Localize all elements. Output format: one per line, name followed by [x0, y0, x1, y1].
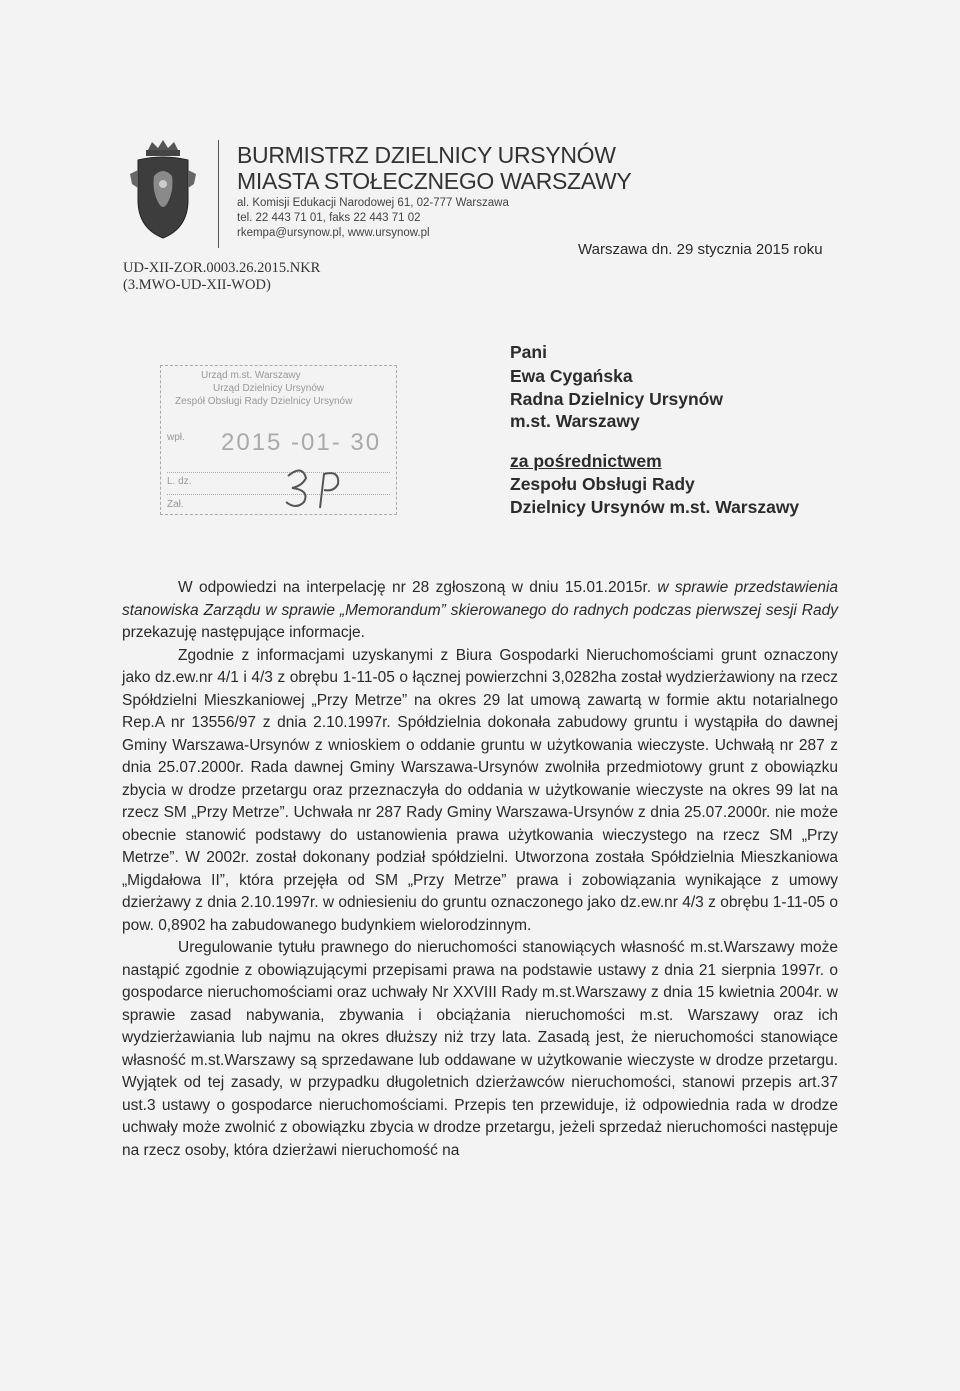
stamp-divider-2: [167, 494, 390, 495]
stamp-line2: Urząd Dzielnicy Ursynów: [213, 383, 325, 394]
office-email: rkempa@ursynow.pl, www.ursynow.pl: [237, 227, 430, 239]
warsaw-coat-of-arms-logo: [130, 140, 196, 240]
stamp-handwritten-initials: [280, 462, 350, 512]
office-address: al. Komisji Edukacji Narodowej 61, 02-777 Warszawa: [237, 197, 509, 209]
recipient-role: Radna Dzielnicy Ursynów: [510, 389, 723, 409]
paragraph-legal-basis: Uregulowanie tytułu prawnego do nieruchomości stanowiących własność m.st.Warszawy może nastąpić zgodnie z obowiązującymi przepisami prawa na podstawie ustawy z dnia 21 sierpnia 1997r. o gospodarce nieruchomościami oraz uchwały Nr XXVIII Rady m.st.Warszawy z dnia 15 kwietnia 2004r. w sprawie zasad nabywania, zbywania i obciążania nieruchomości m.st. Warszawy oraz ich wydzierżawiania lub najmu na okres dłuższy niż trzy lata. Zasadą jest, że nieruchomości stanowiące własność m.st.Warszawy są sprzedawane lub oddawane w użytkowanie wieczyste w drodze przetargu. Wyjątek od tej zasady, w przypadku długoletnich dzierżawców nieruchomości, stanowi przepis art.37 ust.3 ustawy o gospodarce nieruchomościami. Przepis ten przewiduje, iż odpowiednia rada w drodze uchwały może zwolnić z obowiązku zbycia w drodze przetargu, jeżeli sprzedaż nieruchomości następuje na rzecz osoby, która dzierżawi nieruchomość na: [122, 939, 838, 1159]
stamp-date: 2015 -01- 30: [221, 429, 382, 456]
receipt-stamp: [160, 365, 397, 515]
stamp-line3: Zespół Obsługi Rady Dzielnicy Ursynów: [175, 396, 353, 407]
letter-body: [122, 577, 838, 1162]
stamp-zal-label: Zał.: [167, 499, 184, 510]
intro-subject-italic: w sprawie przedstawienia stanowiska Zarządu w sprawie „Memorandum” skierowanego do radnych podczas pierwszej sesji Rady: [122, 579, 839, 619]
intro-text-end: przekazuję następujące informacje.: [122, 624, 365, 641]
reference-number: UD-XII-ZOR.0003.26.2015.NKR: [123, 260, 321, 276]
stamp-line1: Urząd m.st. Warszawy: [201, 370, 301, 381]
letter-date: Warszawa dn. 29 stycznia 2015 roku: [578, 241, 823, 258]
stamp-divider: [167, 472, 390, 473]
office-title-line2: MIASTA STOŁECZNEGO WARSZAWY: [237, 168, 632, 194]
recipient-office-line1: Zespołu Obsługi Rady: [510, 474, 695, 494]
header-divider: [218, 140, 219, 248]
recipient-office-line2: Dzielnicy Ursynów m.st. Warszawy: [510, 497, 800, 517]
office-phone: tel. 22 443 71 01, faks 22 443 71 02: [237, 212, 421, 224]
recipient-name: Ewa Cygańska: [510, 366, 633, 386]
recipient-salutation: Pani: [510, 342, 547, 362]
office-title-line1: BURMISTRZ DZIELNICY URSYNÓW: [237, 142, 616, 168]
paragraph-intro: [122, 577, 838, 645]
paragraph-land-history: Zgodnie z informacjami uzyskanymi z Biura Gospodarki Nieruchomościami grunt oznaczony jako dz.ew.nr 4/1 i 4/3 z obrębu 1-11-05 o łącznej powierzchni 3,0282ha został wydzierżawiony na rzecz Spółdzielni Mieszkaniowej „Przy Metrze” na okres 29 lat umową zawartą w formie aktu notarialnego Rep.A nr 13556/97 z dnia 2.10.1997r. Spółdzielnia dokonała zabudowy gruntu i wystąpiła do dawnej Gminy Warszawa-Ursynów z wnioskiem o oddanie gruntu w użytkowania wieczyste. Uchwałą nr 287 z dnia 25.07.2000r. Rada dawnej Gminy Warszawa-Ursynów zwolniła przedmiotowy grunt z obowiązku zbycia w drodze przetargu oraz przeznaczyła do oddania w użytkowanie wieczyste na okres 99 lat na rzecz SM „Przy Metrze”. Uchwała nr 287 Rady Gminy Warszawa-Ursynów z dnia 25.07.2000r. nie może obecnie stanowić podstawy do ustanowienia prawa użytkowania wieczystego na rzecz SM „Przy Metrze”. W 2002r. został dokonany podział spółdzielni. Utworzona została Spółdzielnia Mieszkaniowa „Migdałowa II”, która przejęła od SM „Przy Metrze” prawa i zobowiązania wynikające z umowy dzierżawy z dnia 2.10.1997r. w odniesieniu do gruntu oznaczonego jako dz.ew.nr 4/3 z obrębu 1-11-05 o pow. 0,8902 ha zabudowanego budynkiem wielorodzinnym.: [122, 646, 838, 934]
stamp-ldz-label: L. dz.: [167, 476, 192, 487]
recipient-via: za pośrednictwem: [510, 451, 662, 471]
stamp-wpl-label: wpł.: [167, 432, 185, 443]
recipient-city: m.st. Warszawy: [510, 411, 640, 431]
reference-number-secondary: (3.MWO-UD-XII-WOD): [123, 277, 271, 293]
intro-text-start: W odpowiedzi na interpelację nr 28 zgłoszoną w dniu 15.01.2015r.: [178, 579, 658, 596]
